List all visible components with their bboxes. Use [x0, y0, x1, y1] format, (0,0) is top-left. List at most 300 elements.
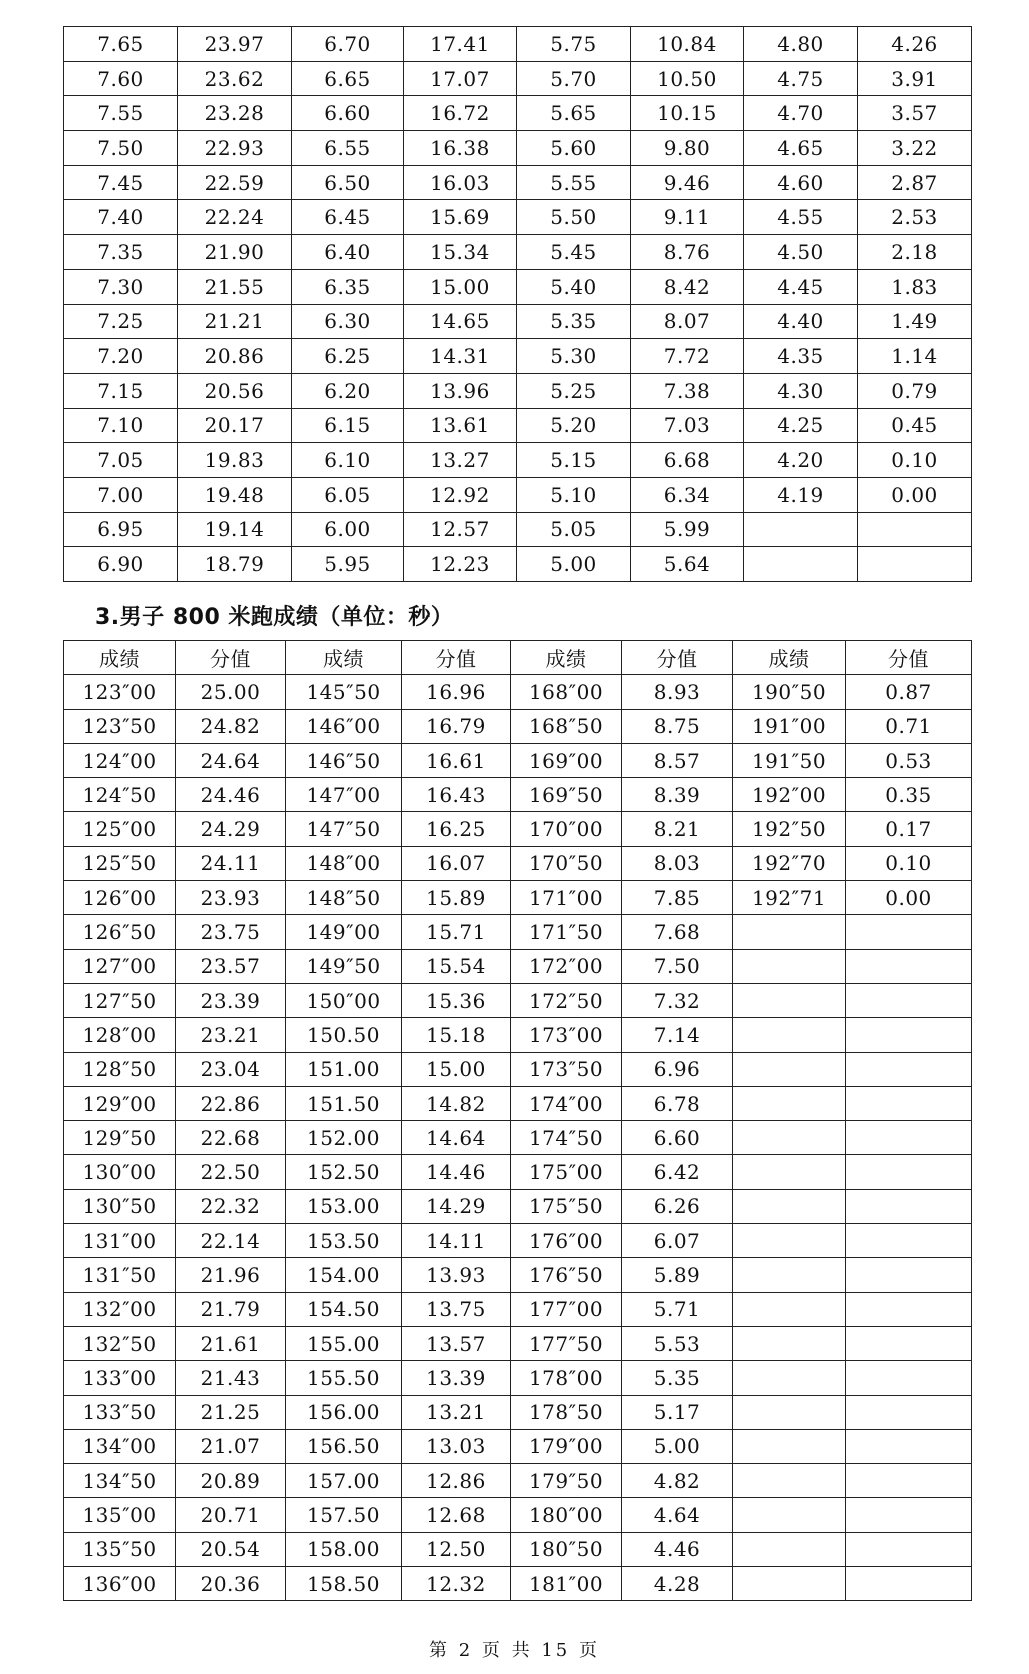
table-cell: 24.64	[176, 743, 286, 777]
table-cell: 8.39	[622, 778, 733, 812]
table-cell: 7.10	[64, 408, 178, 443]
table-row	[64, 27, 972, 62]
run-800m-table	[63, 640, 972, 1601]
table-cell: 192″50	[733, 812, 846, 846]
table-cell: 124″00	[64, 743, 176, 777]
table-cell: 8.07	[631, 304, 744, 339]
table-cell: 21.25	[176, 1395, 286, 1429]
table-cell: 8.21	[622, 812, 733, 846]
table-cell	[733, 1189, 846, 1223]
table-cell: 179″00	[511, 1429, 622, 1463]
table-cell: 191″00	[733, 709, 846, 743]
table-row	[64, 1361, 972, 1395]
table-cell: 5.40	[517, 269, 631, 304]
table-cell: 126″50	[64, 915, 176, 949]
table-cell	[846, 1121, 972, 1155]
table-cell	[846, 1292, 972, 1326]
table-cell: 7.03	[631, 408, 744, 443]
table-cell	[733, 1121, 846, 1155]
table-cell	[846, 1258, 972, 1292]
table-cell: 191″50	[733, 743, 846, 777]
table-cell: 15.71	[402, 915, 511, 949]
column-header: 分值	[846, 641, 972, 675]
table-cell: 7.45	[64, 165, 178, 200]
table-cell: 0.10	[858, 443, 972, 478]
table-row	[64, 61, 972, 96]
table-cell: 5.35	[517, 304, 631, 339]
table-cell: 174″50	[511, 1121, 622, 1155]
table-row	[64, 1121, 972, 1155]
table-header-row	[64, 641, 972, 675]
table-cell: 6.50	[292, 165, 404, 200]
table-cell: 13.27	[404, 443, 517, 478]
table-row	[64, 131, 972, 166]
table-cell: 20.17	[178, 408, 292, 443]
table-cell: 24.46	[176, 778, 286, 812]
table-cell: 23.93	[176, 881, 286, 915]
table-cell: 22.32	[176, 1189, 286, 1223]
table-row	[64, 200, 972, 235]
table-cell: 7.32	[622, 983, 733, 1017]
table-cell: 16.79	[402, 709, 511, 743]
table-cell: 173″00	[511, 1018, 622, 1052]
table-cell: 20.36	[176, 1567, 286, 1601]
table-cell	[733, 1567, 846, 1601]
column-header: 成绩	[733, 641, 846, 675]
table-cell	[846, 1155, 972, 1189]
table-row	[64, 373, 972, 408]
table-cell: 0.53	[846, 743, 972, 777]
table-cell: 177″50	[511, 1326, 622, 1360]
table-cell: 4.60	[744, 165, 858, 200]
table-cell: 170″00	[511, 812, 622, 846]
table-cell: 152.50	[286, 1155, 402, 1189]
table-cell: 156.50	[286, 1429, 402, 1463]
table-cell: 23.28	[178, 96, 292, 131]
table-cell: 169″00	[511, 743, 622, 777]
table-cell: 2.87	[858, 165, 972, 200]
table-cell: 0.71	[846, 709, 972, 743]
table-cell: 23.62	[178, 61, 292, 96]
table-cell: 7.00	[64, 477, 178, 512]
score-table-body	[64, 27, 972, 582]
table-cell: 5.95	[292, 547, 404, 582]
table-cell: 0.00	[858, 477, 972, 512]
table-cell: 4.55	[744, 200, 858, 235]
table-cell	[846, 1224, 972, 1258]
table-cell	[733, 1498, 846, 1532]
table-row	[64, 846, 972, 880]
table-cell: 4.50	[744, 235, 858, 270]
table-cell: 7.50	[622, 949, 733, 983]
table-cell: 19.48	[178, 477, 292, 512]
table-cell: 170″50	[511, 846, 622, 880]
table-cell: 134″50	[64, 1464, 176, 1498]
table-cell: 6.70	[292, 27, 404, 62]
table-cell: 156.00	[286, 1395, 402, 1429]
table-cell: 3.91	[858, 61, 972, 96]
table-cell: 12.86	[402, 1464, 511, 1498]
table-cell: 7.85	[622, 881, 733, 915]
column-header: 成绩	[511, 641, 622, 675]
table-cell: 13.03	[402, 1429, 511, 1463]
table-cell: 158.50	[286, 1567, 402, 1601]
table-cell: 172″00	[511, 949, 622, 983]
table-cell: 5.10	[517, 477, 631, 512]
table-cell: 21.55	[178, 269, 292, 304]
table-cell: 0.87	[846, 675, 972, 709]
table-cell: 176″00	[511, 1224, 622, 1258]
table-cell: 12.32	[402, 1567, 511, 1601]
table-cell: 154.00	[286, 1258, 402, 1292]
table-cell	[733, 1292, 846, 1326]
table-cell: 23.04	[176, 1052, 286, 1086]
table-cell: 4.28	[622, 1567, 733, 1601]
table-cell: 15.00	[402, 1052, 511, 1086]
table-cell	[733, 1464, 846, 1498]
table-cell: 168″50	[511, 709, 622, 743]
table-cell	[744, 512, 858, 547]
table-cell: 130″00	[64, 1155, 176, 1189]
table-cell: 14.31	[404, 339, 517, 374]
table-cell: 19.14	[178, 512, 292, 547]
table-cell: 3.22	[858, 131, 972, 166]
table-cell: 174″00	[511, 1086, 622, 1120]
table-cell: 14.82	[402, 1086, 511, 1120]
table-cell: 6.07	[622, 1224, 733, 1258]
table-cell: 7.68	[622, 915, 733, 949]
table-cell	[846, 1395, 972, 1429]
table-cell: 22.14	[176, 1224, 286, 1258]
table-row	[64, 1086, 972, 1120]
table-cell: 5.71	[622, 1292, 733, 1326]
table-cell: 5.45	[517, 235, 631, 270]
table-cell: 169″50	[511, 778, 622, 812]
table-cell	[733, 1532, 846, 1566]
table-cell: 4.25	[744, 408, 858, 443]
table-cell: 7.38	[631, 373, 744, 408]
table-cell: 4.80	[744, 27, 858, 62]
table-cell: 22.86	[176, 1086, 286, 1120]
table-cell: 6.15	[292, 408, 404, 443]
table-cell	[733, 1395, 846, 1429]
table-cell	[846, 1532, 972, 1566]
table-cell	[733, 1052, 846, 1086]
table-cell: 4.40	[744, 304, 858, 339]
table-cell: 152.00	[286, 1121, 402, 1155]
table-row	[64, 1498, 972, 1532]
table-cell: 20.54	[176, 1532, 286, 1566]
table-cell	[733, 949, 846, 983]
table-row	[64, 778, 972, 812]
table-cell: 5.15	[517, 443, 631, 478]
table-cell: 7.40	[64, 200, 178, 235]
table-cell: 10.84	[631, 27, 744, 62]
table-cell: 14.29	[402, 1189, 511, 1223]
table-row	[64, 915, 972, 949]
table-cell: 6.20	[292, 373, 404, 408]
table-cell: 4.46	[622, 1532, 733, 1566]
table-cell: 12.68	[402, 1498, 511, 1532]
table-cell: 24.82	[176, 709, 286, 743]
table-cell: 4.45	[744, 269, 858, 304]
table-cell: 10.15	[631, 96, 744, 131]
table-cell: 12.50	[402, 1532, 511, 1566]
table-cell	[846, 1052, 972, 1086]
table-cell: 2.18	[858, 235, 972, 270]
table-row	[64, 512, 972, 547]
table-cell	[733, 1155, 846, 1189]
table-cell: 146″50	[286, 743, 402, 777]
table-cell: 171″50	[511, 915, 622, 949]
table-cell	[846, 1189, 972, 1223]
table-cell: 5.55	[517, 165, 631, 200]
table-cell: 13.57	[402, 1326, 511, 1360]
table-cell: 9.80	[631, 131, 744, 166]
table-cell: 6.45	[292, 200, 404, 235]
table-cell: 129″00	[64, 1086, 176, 1120]
table-row	[64, 1258, 972, 1292]
table-row	[64, 709, 972, 743]
table-cell: 192″70	[733, 846, 846, 880]
table-cell: 6.00	[292, 512, 404, 547]
table-cell: 12.23	[404, 547, 517, 582]
table-cell: 21.90	[178, 235, 292, 270]
table-row	[64, 1395, 972, 1429]
table-cell: 147″00	[286, 778, 402, 812]
table-cell: 16.72	[404, 96, 517, 131]
table-cell: 23.75	[176, 915, 286, 949]
table-cell	[858, 547, 972, 582]
table-cell: 21.96	[176, 1258, 286, 1292]
table-cell: 180″00	[511, 1498, 622, 1532]
table-cell: 127″00	[64, 949, 176, 983]
table-row	[64, 1326, 972, 1360]
table-cell: 7.14	[622, 1018, 733, 1052]
table-row	[64, 269, 972, 304]
table-cell: 5.05	[517, 512, 631, 547]
table-row	[64, 1567, 972, 1601]
table-cell: 1.83	[858, 269, 972, 304]
table-cell: 15.34	[404, 235, 517, 270]
table-row	[64, 1155, 972, 1189]
table-cell: 5.30	[517, 339, 631, 374]
table-cell: 13.39	[402, 1361, 511, 1395]
table-cell: 123″50	[64, 709, 176, 743]
table-cell: 5.35	[622, 1361, 733, 1395]
table-cell	[733, 1361, 846, 1395]
table-cell: 133″00	[64, 1361, 176, 1395]
table-cell: 17.07	[404, 61, 517, 96]
table-cell: 176″50	[511, 1258, 622, 1292]
table-cell: 7.25	[64, 304, 178, 339]
table-cell: 128″00	[64, 1018, 176, 1052]
table-cell	[858, 512, 972, 547]
table-cell: 15.36	[402, 983, 511, 1017]
table-cell: 154.50	[286, 1292, 402, 1326]
table-cell: 132″50	[64, 1326, 176, 1360]
table-cell: 20.71	[176, 1498, 286, 1532]
table-cell: 134″00	[64, 1429, 176, 1463]
table-cell: 171″00	[511, 881, 622, 915]
table-cell: 155.00	[286, 1326, 402, 1360]
table-cell: 148″00	[286, 846, 402, 880]
table-cell: 175″00	[511, 1155, 622, 1189]
table-row	[64, 983, 972, 1017]
table-cell: 5.70	[517, 61, 631, 96]
table-cell: 22.24	[178, 200, 292, 235]
table-cell	[733, 1018, 846, 1052]
table-cell: 4.65	[744, 131, 858, 166]
table-cell: 4.19	[744, 477, 858, 512]
table-cell: 146″00	[286, 709, 402, 743]
table-cell	[846, 1086, 972, 1120]
table-cell: 192″71	[733, 881, 846, 915]
table-cell	[846, 915, 972, 949]
table-cell: 148″50	[286, 881, 402, 915]
table-cell: 7.15	[64, 373, 178, 408]
table-row	[64, 304, 972, 339]
table-cell: 22.68	[176, 1121, 286, 1155]
table-cell: 7.72	[631, 339, 744, 374]
table-cell: 5.50	[517, 200, 631, 235]
table-cell: 128″50	[64, 1052, 176, 1086]
table-cell: 4.26	[858, 27, 972, 62]
table-cell: 17.41	[404, 27, 517, 62]
table-cell: 15.69	[404, 200, 517, 235]
table-cell: 157.50	[286, 1498, 402, 1532]
table-cell: 172″50	[511, 983, 622, 1017]
table-cell: 7.55	[64, 96, 178, 131]
table-row	[64, 743, 972, 777]
table-cell: 8.03	[622, 846, 733, 880]
table-cell: 21.07	[176, 1429, 286, 1463]
table-cell: 23.97	[178, 27, 292, 62]
table-cell: 145″50	[286, 675, 402, 709]
table-cell: 13.75	[402, 1292, 511, 1326]
table-cell: 4.82	[622, 1464, 733, 1498]
table-cell: 173″50	[511, 1052, 622, 1086]
table-row	[64, 1429, 972, 1463]
table-cell: 6.55	[292, 131, 404, 166]
table-cell: 131″50	[64, 1258, 176, 1292]
table-cell: 135″50	[64, 1532, 176, 1566]
table-cell: 9.46	[631, 165, 744, 200]
table-cell	[744, 547, 858, 582]
table-cell	[733, 915, 846, 949]
table-cell: 8.75	[622, 709, 733, 743]
table-cell: 6.25	[292, 339, 404, 374]
table-cell: 136″00	[64, 1567, 176, 1601]
table-cell: 8.93	[622, 675, 733, 709]
table-cell	[733, 1224, 846, 1258]
table-cell	[846, 1498, 972, 1532]
table-cell: 12.92	[404, 477, 517, 512]
table-row	[64, 547, 972, 582]
table-cell: 6.65	[292, 61, 404, 96]
table-cell: 151.50	[286, 1086, 402, 1120]
table-cell: 6.26	[622, 1189, 733, 1223]
table-cell: 16.96	[402, 675, 511, 709]
table-cell: 177″00	[511, 1292, 622, 1326]
table-cell: 5.99	[631, 512, 744, 547]
table-cell	[733, 1258, 846, 1292]
table-cell: 4.20	[744, 443, 858, 478]
table-cell: 18.79	[178, 547, 292, 582]
table-cell: 21.21	[178, 304, 292, 339]
table-cell: 15.89	[402, 881, 511, 915]
table-cell: 21.61	[176, 1326, 286, 1360]
table-cell: 15.00	[404, 269, 517, 304]
table-cell: 5.64	[631, 547, 744, 582]
table-cell: 168″00	[511, 675, 622, 709]
table-cell: 8.57	[622, 743, 733, 777]
table-cell: 178″00	[511, 1361, 622, 1395]
table-cell	[846, 1326, 972, 1360]
table-cell: 127″50	[64, 983, 176, 1017]
table-cell: 6.96	[622, 1052, 733, 1086]
table-cell: 13.96	[404, 373, 517, 408]
table-cell: 16.61	[402, 743, 511, 777]
table-cell: 20.86	[178, 339, 292, 374]
table-cell	[846, 983, 972, 1017]
table-cell: 9.11	[631, 200, 744, 235]
table-cell: 5.00	[622, 1429, 733, 1463]
table-row	[64, 1189, 972, 1223]
table-cell: 21.43	[176, 1361, 286, 1395]
table-cell: 6.35	[292, 269, 404, 304]
table-cell: 157.00	[286, 1464, 402, 1498]
table-cell: 6.68	[631, 443, 744, 478]
column-header: 分值	[622, 641, 733, 675]
column-header: 成绩	[64, 641, 176, 675]
table-row	[64, 96, 972, 131]
table-cell: 16.43	[402, 778, 511, 812]
table-cell: 131″00	[64, 1224, 176, 1258]
table-cell: 153.50	[286, 1224, 402, 1258]
table-cell: 13.21	[402, 1395, 511, 1429]
table-cell: 6.78	[622, 1086, 733, 1120]
table-cell: 6.42	[622, 1155, 733, 1189]
table-row	[64, 1018, 972, 1052]
table-row	[64, 881, 972, 915]
column-header: 分值	[176, 641, 286, 675]
table-cell: 7.05	[64, 443, 178, 478]
table-cell: 14.11	[402, 1224, 511, 1258]
table-cell: 4.30	[744, 373, 858, 408]
table-cell: 14.46	[402, 1155, 511, 1189]
table-cell: 6.34	[631, 477, 744, 512]
table-cell: 149″00	[286, 915, 402, 949]
score-table-continued	[63, 26, 972, 582]
table-cell: 1.49	[858, 304, 972, 339]
table-cell: 147″50	[286, 812, 402, 846]
table-cell: 4.75	[744, 61, 858, 96]
table-cell: 5.20	[517, 408, 631, 443]
table-cell: 0.10	[846, 846, 972, 880]
table-cell: 175″50	[511, 1189, 622, 1223]
column-header: 分值	[402, 641, 511, 675]
table-row	[64, 949, 972, 983]
table-cell: 150.50	[286, 1018, 402, 1052]
table-cell: 4.64	[622, 1498, 733, 1532]
table-cell: 20.56	[178, 373, 292, 408]
table-cell: 22.50	[176, 1155, 286, 1189]
table-cell	[733, 1326, 846, 1360]
table-cell: 5.17	[622, 1395, 733, 1429]
table-cell: 8.42	[631, 269, 744, 304]
table-cell: 6.95	[64, 512, 178, 547]
